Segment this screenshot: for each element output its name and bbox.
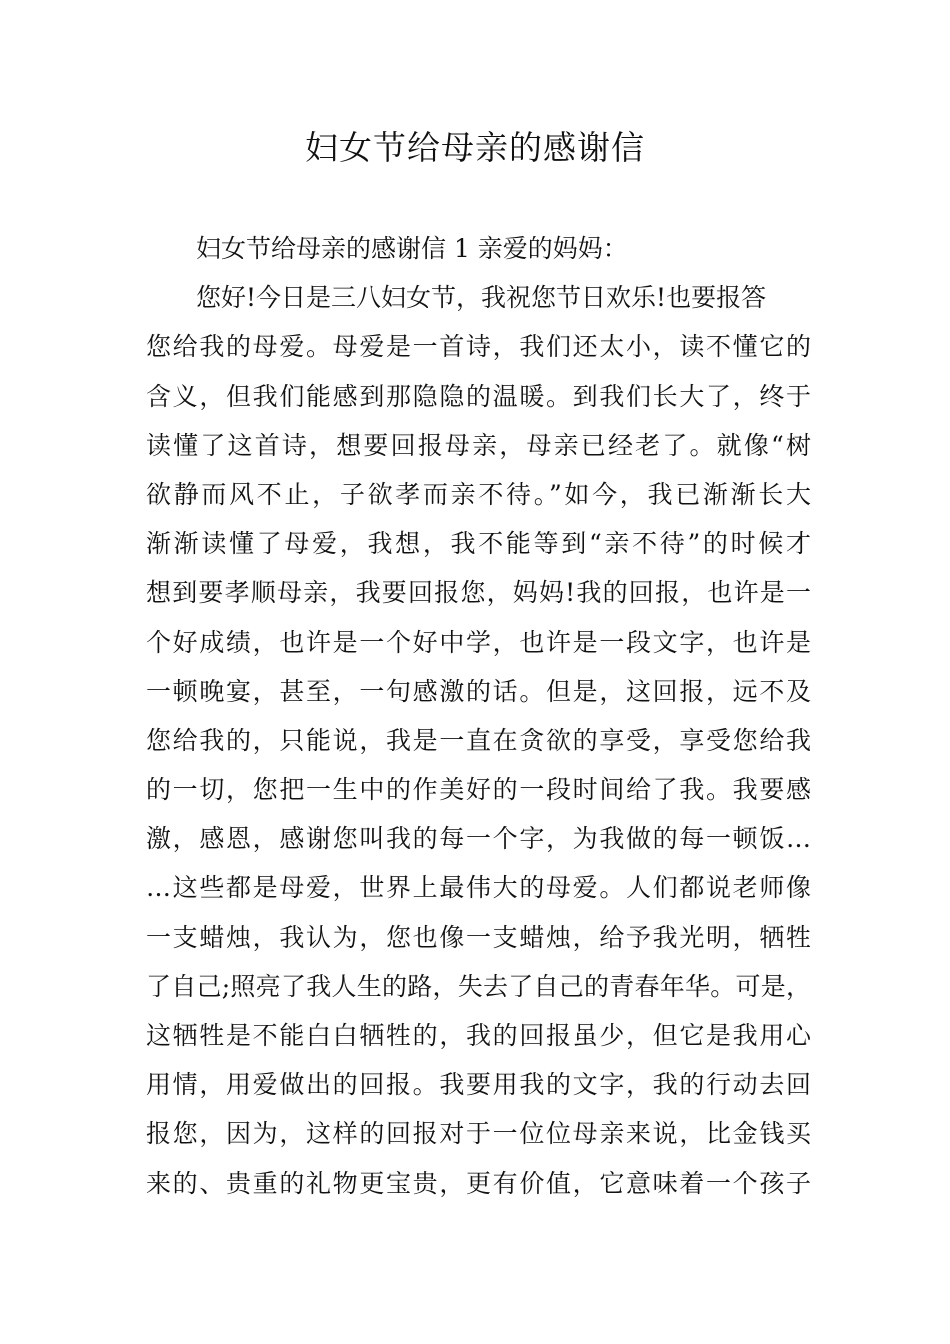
paragraph-line: 一顿晚宴，甚至，一句感激的话。但是，这回报，远不及 (146, 676, 811, 706)
paragraph-line: 想到要孝顺母亲，我要回报您，妈妈!我的回报，也许是一 (146, 578, 811, 608)
paragraph-line: 渐渐读懂了母爱，我想，我不能等到“亲不待”的时候才 (146, 529, 811, 559)
paragraph-line: 来的、贵重的礼物更宝贵，更有价值，它意味着一个孩子 (146, 1168, 811, 1198)
paragraph-line: 了自己;照亮了我人生的路，失去了自己的青春年华。可是， (146, 971, 811, 1001)
paragraph-line: 您给我的，只能说，我是一直在贪欲的享受，享受您给我 (146, 725, 811, 755)
paragraph-line: …这些都是母爱，世界上最伟大的母爱。人们都说老师像 (146, 873, 811, 903)
paragraph-line: 的一切，您把一生中的作美好的一段时间给了我。我要感 (146, 775, 811, 805)
paragraph-line: 激，感恩，感谢您叫我的每一个字，为我做的每一顿饭… (146, 824, 811, 854)
paragraph-line: 用情，用爱做出的回报。我要用我的文字，我的行动去回 (146, 1070, 811, 1100)
document-title: 妇女节给母亲的感谢信 (305, 128, 645, 167)
paragraph-line: 您好!今日是三八妇女节，我祝您节日欢乐!也要报答 (196, 283, 767, 313)
paragraph-line: 报您，因为，这样的回报对于一位位母亲来说，比金钱买 (146, 1119, 811, 1149)
paragraph-line: 欲静而风不止，子欲孝而亲不待。”如今，我已渐渐长大 (146, 479, 811, 509)
letter-body (146, 224, 811, 1208)
paragraph-line: 这牺牲是不能白白牺牲的，我的回报虽少，但它是我用心 (146, 1021, 811, 1050)
paragraph-line: 您给我的母爱。母爱是一首诗，我们还太小，读不懂它的 (146, 332, 811, 362)
paragraph-line: 一支蜡烛，我认为，您也像一支蜡烛，给予我光明，牺牲 (146, 922, 811, 952)
paragraph-line: 读懂了这首诗，想要回报母亲，母亲已经老了。就像“树 (146, 430, 811, 460)
salutation-line: 妇女节给母亲的感谢信 1 亲爱的妈妈： (196, 234, 628, 263)
paragraph-line: 含义，但我们能感到那隐隐的温暖。到我们长大了，终于 (146, 381, 811, 411)
paragraph-line: 个好成绩，也许是一个好中学，也许是一段文字，也许是 (146, 627, 811, 657)
